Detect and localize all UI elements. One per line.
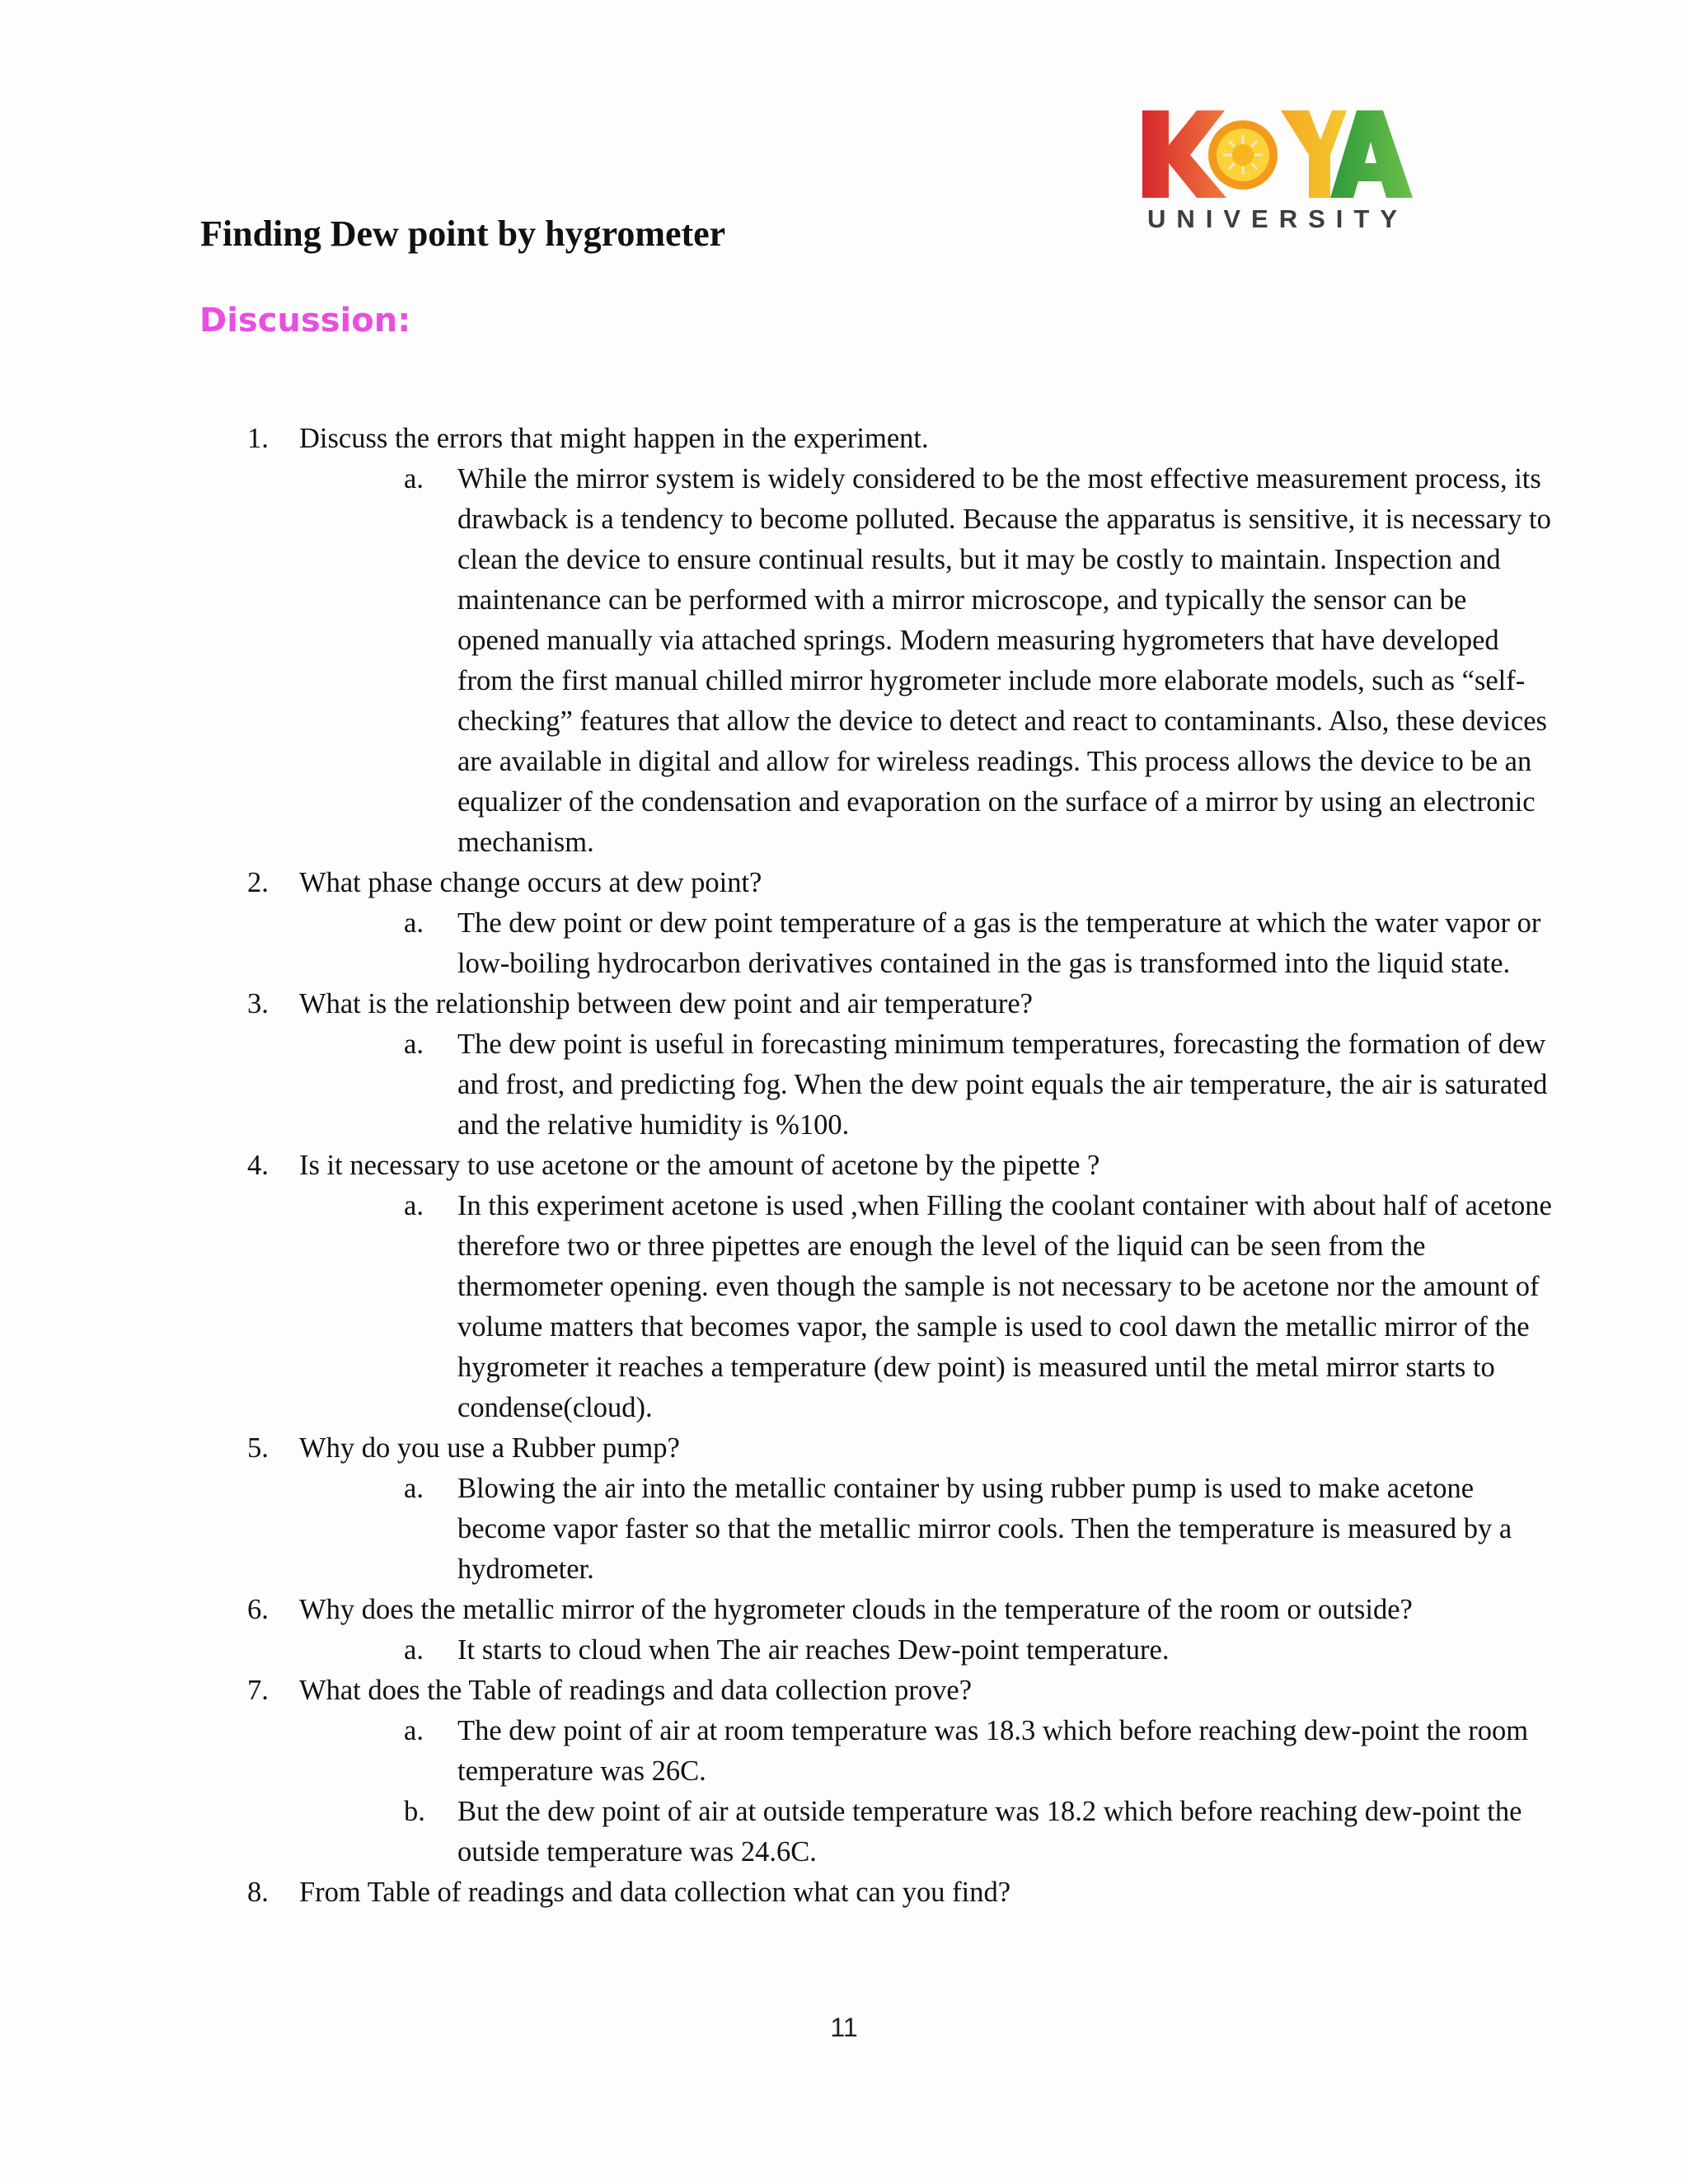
question-item xyxy=(239,419,1551,863)
answer-item xyxy=(299,459,1554,863)
question-number: 7. xyxy=(247,1675,269,1706)
question-number: 2. xyxy=(247,867,269,898)
question-item xyxy=(239,1872,1525,1913)
answer-text: Blowing the air into the metallic container by using rubber pump is used to make acetone become vapor faster so that the metallic mirror cools. Then the temperature is measured by a hydrometer. xyxy=(457,1473,1512,1585)
question-item xyxy=(239,984,1548,1146)
answer-text: In this experiment acetone is used ,when Filling the coolant container with about half of acetone therefore two or three pipettes are enough the level of the liquid can be seen from the thermometer opening. even though the sample is not necessary to be acetone nor the amount of volume matters that becomes vapor, the sample is used to cool dawn the metallic mirror of the hygrometer it reaches a temperature (dew point) is measured until the metal mirror starts to condense(cloud). xyxy=(457,1190,1552,1423)
question-item xyxy=(239,1146,1552,1428)
question-item xyxy=(239,1590,1525,1671)
answer-list xyxy=(299,1024,1548,1146)
discussion-heading: Discussion: xyxy=(199,302,411,340)
answer-item xyxy=(299,1024,1554,1146)
answer-list xyxy=(299,1186,1552,1428)
answer-item xyxy=(299,903,1554,984)
answer-list xyxy=(299,903,1541,984)
answer-letter: a. xyxy=(404,1473,424,1504)
answer-text: It starts to cloud when The air reaches Dew-point temperature. xyxy=(457,1634,1170,1666)
question-number: 5. xyxy=(247,1432,269,1464)
question-item xyxy=(239,1671,1529,1872)
answer-text: While the mirror system is widely considered to be the most effective measurement process, its drawback is a tendency to become polluted. Because the apparatus is sensitive, it is necessary to clean the device to ensure continual results, but it may be costly to maintain. Inspection and maintenance can be performed with a mirror microscope, and typically the sensor can be opened manually via attached springs. Modern measuring hygrometers that have developed from the first manual chilled mirror hygrometer include more elaborate models, such as “self-checking” features that allow the device to detect and react to contaminants. Also, these devices are available in digital and allow for wireless readings. This process allows the device to be an equalizer of the condensation and evaporation on the surface of a mirror by using an electronic mechanism. xyxy=(457,463,1551,858)
answer-item xyxy=(299,1792,1554,1872)
answer-letter: b. xyxy=(404,1796,425,1827)
question-number: 8. xyxy=(247,1877,269,1908)
question-text: Why do you use a Rubber pump? xyxy=(299,1432,680,1464)
question-number: 3. xyxy=(247,988,269,1019)
page-number: 11 xyxy=(830,2013,858,2042)
answer-letter: a. xyxy=(404,463,424,494)
question-text: Discuss the errors that might happen in the experiment. xyxy=(299,423,929,454)
answer-letter: a. xyxy=(404,907,424,939)
question-number: 1. xyxy=(247,423,269,454)
answer-item xyxy=(299,1186,1554,1428)
answer-list xyxy=(299,1711,1529,1872)
answer-letter: a. xyxy=(404,1190,424,1221)
question-number: 6. xyxy=(247,1594,269,1625)
answer-letter: a. xyxy=(404,1715,424,1746)
answer-letter: a. xyxy=(404,1634,424,1666)
question-text: What does the Table of readings and data collection prove? xyxy=(299,1675,973,1706)
logo-university-text: UNIVERSITY xyxy=(1146,204,1409,233)
answer-item xyxy=(299,1630,1554,1671)
answer-list xyxy=(299,459,1551,863)
answer-item xyxy=(299,1469,1554,1590)
question-text: From Table of readings and data collection what can you find? xyxy=(299,1877,1011,1908)
page-title: Finding Dew point by hygrometer xyxy=(200,213,726,254)
question-number: 4. xyxy=(247,1150,269,1181)
question-text: Is it necessary to use acetone or the amount of acetone by the pipette ? xyxy=(299,1150,1100,1181)
answer-list xyxy=(299,1469,1525,1590)
question-item xyxy=(239,1428,1525,1590)
answer-letter: a. xyxy=(404,1029,424,1060)
question-text: What is the relationship between dew point and air temperature? xyxy=(299,988,1033,1019)
answer-text: The dew point or dew point temperature of a gas is the temperature at which the water vapor or low-boiling hydrocarbon derivatives contained in the gas is transformed into the liquid state. xyxy=(457,907,1541,979)
question-text: What phase change occurs at dew point? xyxy=(299,867,762,898)
answer-list xyxy=(299,1630,1525,1671)
answer-text: The dew point of air at room temperature was 18.3 which before reaching dew-point the room temperature was 26C. xyxy=(457,1715,1529,1787)
answer-item xyxy=(299,1711,1554,1792)
questions-list xyxy=(239,419,1552,1913)
question-text: Why does the metallic mirror of the hygrometer clouds in the temperature of the room or outside? xyxy=(299,1594,1413,1625)
answer-text: The dew point is useful in forecasting minimum temperatures, forecasting the formation of dew and frost, and predicting fog. When the dew point equals the air temperature, the air is saturated and the relative humidity is %100. xyxy=(457,1029,1548,1141)
answer-text: But the dew point of air at outside temperature was 18.2 which before reaching dew-point the outside temperature was 24.6C. xyxy=(457,1796,1522,1868)
question-item xyxy=(239,863,1541,984)
